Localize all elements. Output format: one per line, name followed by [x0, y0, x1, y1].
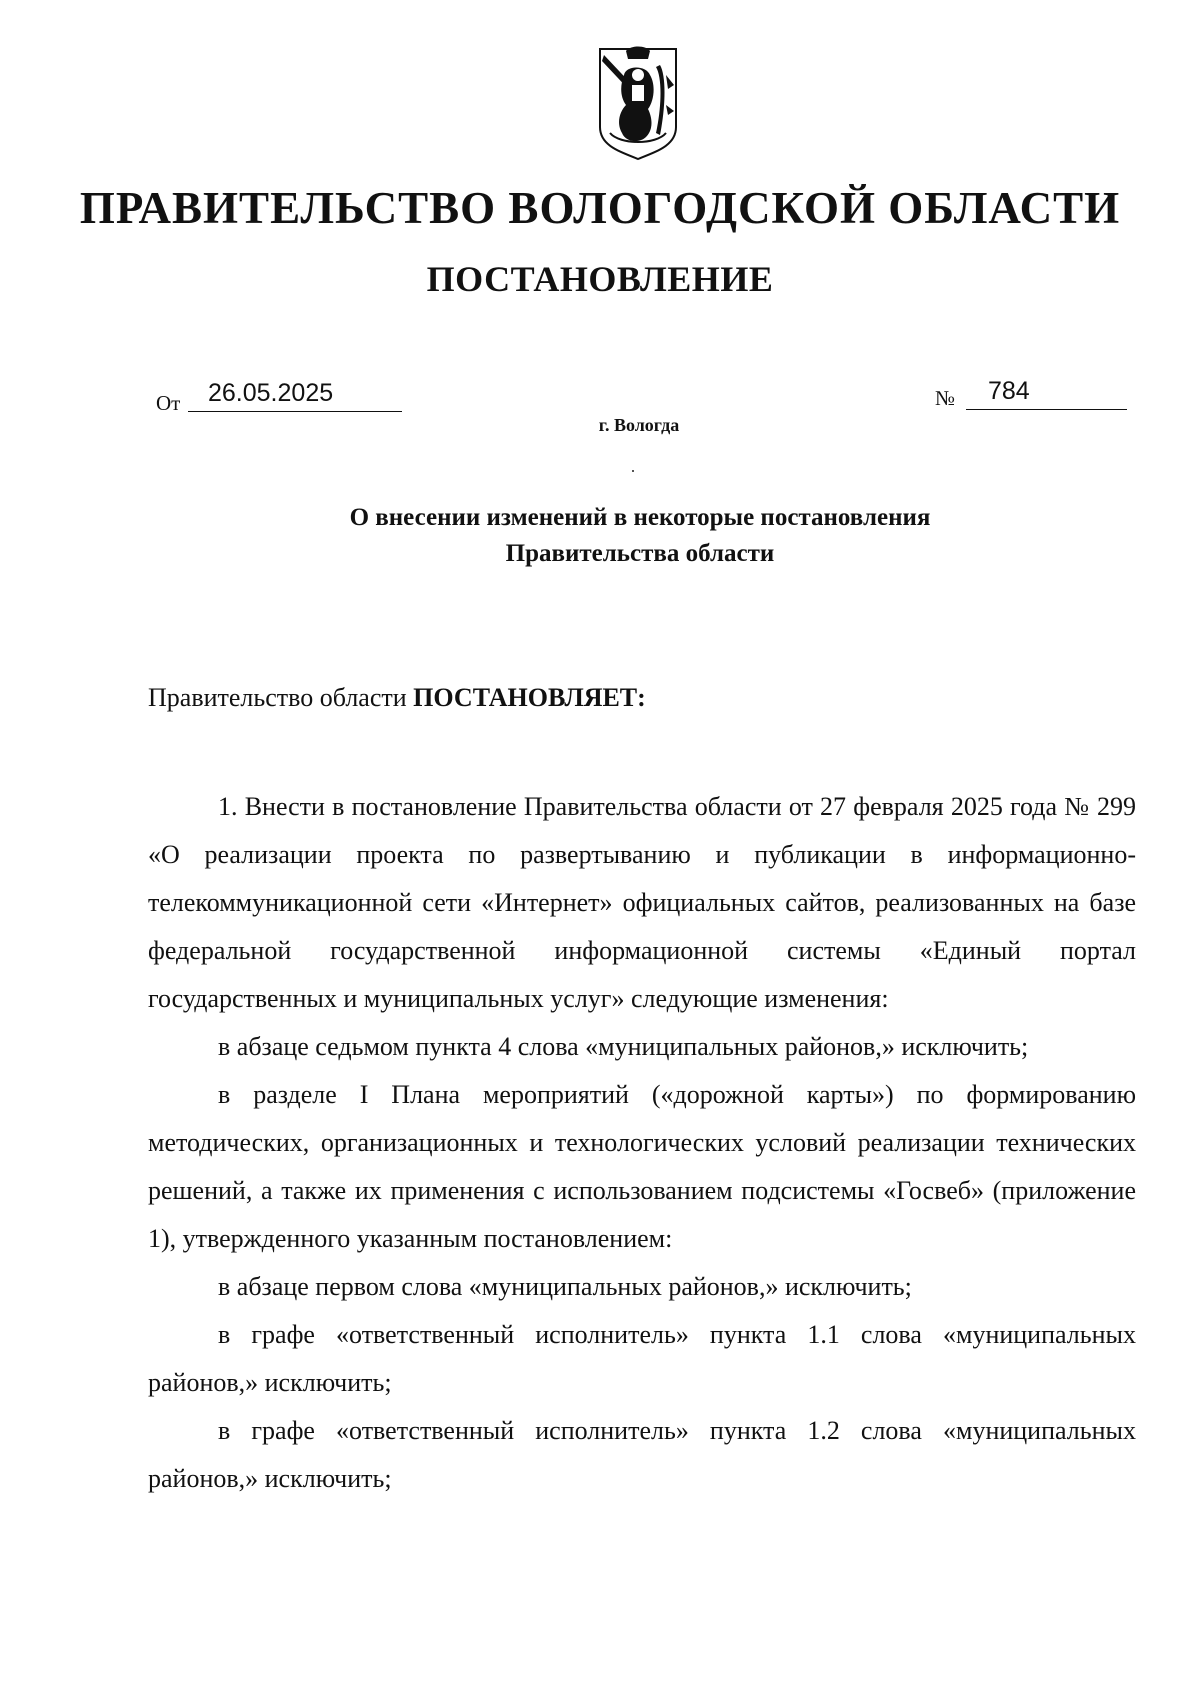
number-label: №	[935, 386, 956, 410]
government-title: ПРАВИТЕЛЬСТВО ВОЛОГОДСКОЙ ОБЛАСТИ	[79, 183, 1121, 233]
date-label: От	[156, 391, 181, 415]
subject-line-1: О внесении изменений в некоторые постановления	[349, 504, 931, 531]
date-value: 26.05.2025	[188, 378, 402, 412]
decree-prefix: Правительство области	[148, 683, 407, 712]
paragraph-2: в абзаце седьмом пункта 4 слова «муниципальных районов,» исключить;	[218, 1032, 1029, 1061]
paragraph-3: в разделе I Плана мероприятий («дорожной карты») по формированию методических, организационных и технологических условий реализации технических решений, а также их применения с использованием подсистемы «Госвеб» (приложение 1), утвержденного указанным постановлением:	[148, 1080, 1136, 1253]
document-type: ПОСТАНОВЛЕНИЕ	[426, 259, 774, 299]
document-subject	[0, 500, 1200, 572]
paragraph-1: 1. Внести в постановление Правительства области от 27 февраля 2025 года № 299 «О реализации проекта по развертыванию и публикации в информационно-телекоммуникационной сети «Интернет» официальных сайтов, реализованных на базе федеральной государственной информационной системы «Единый портал государственных и муниципальных услуг» следующие изменения:	[148, 792, 1136, 1013]
paragraph-6: в графе «ответственный исполнитель» пункта 1.2 слова «муниципальных районов,» исключить;	[148, 1416, 1136, 1493]
coat-of-arms-icon	[596, 45, 680, 165]
number-value: 784	[966, 376, 1127, 410]
document-body	[148, 783, 1136, 1503]
paragraph-5: в графе «ответственный исполнитель» пункта 1.1 слова «муниципальных районов,» исключить;	[148, 1320, 1136, 1397]
scan-speck	[632, 470, 634, 472]
decree-statement	[148, 683, 646, 713]
decree-verb: ПОСТАНОВЛЯЕТ:	[413, 683, 646, 712]
paragraph-4: в абзаце первом слова «муниципальных районов,» исключить;	[218, 1272, 912, 1301]
subject-line-2: Правительства области	[505, 540, 775, 567]
city-label: г. Вологда	[598, 415, 680, 435]
